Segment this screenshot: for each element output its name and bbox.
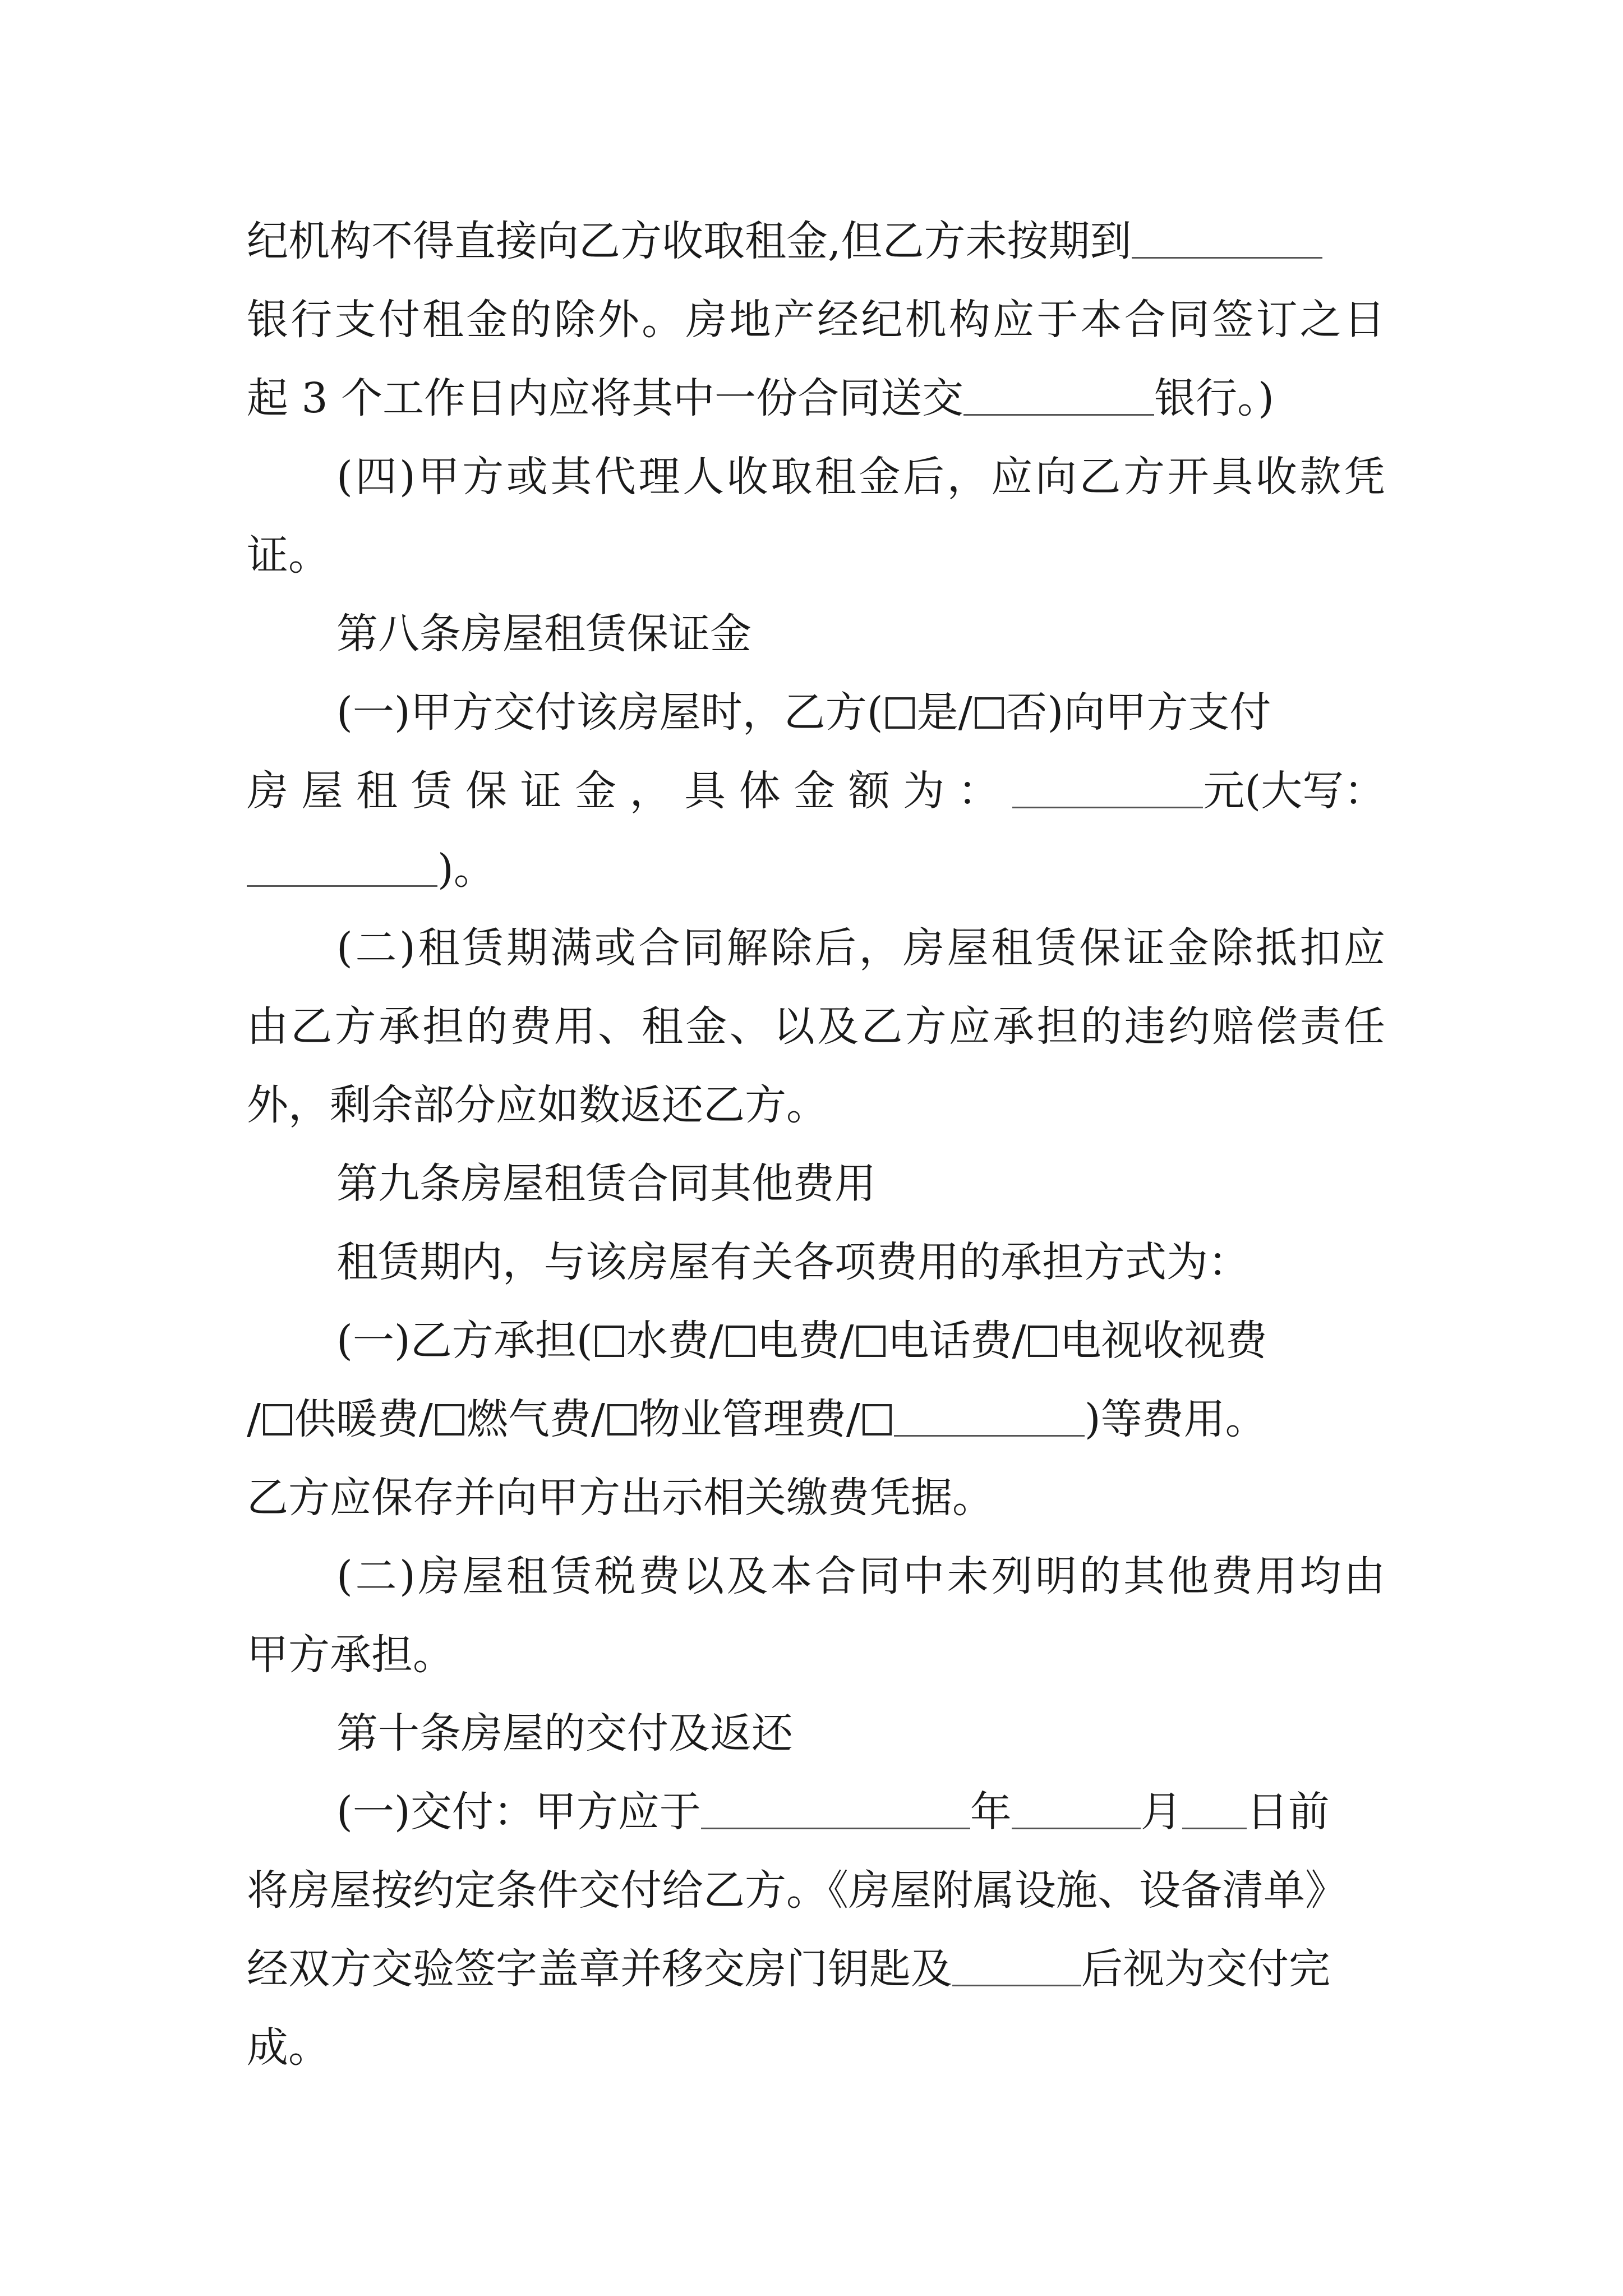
text-line: 银行支付租金的除外。房地产经纪机构应于本合同签订之日 — [247, 296, 1385, 344]
blank-field — [1182, 1788, 1247, 1829]
text-line — [247, 1935, 1385, 2003]
text-run: 月 — [1140, 1788, 1182, 1836]
text-line: (二)租赁期满或合同解除后，房屋租赁保证金除抵扣应 — [336, 924, 1385, 972]
text-run: 水费/ — [626, 1317, 723, 1365]
checkbox — [975, 697, 1004, 729]
blank-field — [894, 1396, 1085, 1437]
checkbox — [595, 1326, 624, 1357]
text-line: 外，剩余部分应如数返还乙方。 — [247, 1081, 828, 1129]
text-line: 将房屋按约定条件交付给乙方。《房屋附属设施、设备清单》 — [247, 1866, 1347, 1915]
text-line — [247, 757, 1385, 825]
blank-field — [1132, 218, 1322, 259]
text-line — [336, 1778, 1385, 1846]
text-line: (二)房屋租赁税费以及本合同中未列明的其他费用均由 — [336, 1552, 1385, 1600]
text-run: 纪机构不得直接向乙方收取租金,但乙方未按期到 — [247, 217, 1132, 265]
checkbox — [726, 1326, 755, 1357]
section-heading: 第十条房屋的交付及返还 — [336, 1709, 793, 1757]
checkbox — [435, 1404, 464, 1435]
text-run: )等费用。 — [1084, 1395, 1267, 1443]
blank-field — [1012, 767, 1203, 808]
text-run: 元(大写： — [1203, 767, 1385, 815]
blank-field — [247, 846, 437, 887]
text-line — [247, 365, 1385, 432]
text-run: 否)向甲方支付 — [1006, 688, 1271, 737]
text-line: (四)甲方或其代理人收取租金后，应向乙方开具收款凭 — [336, 453, 1385, 501]
text-run: 后视为交付完 — [1081, 1945, 1330, 1993]
text-run: )。 — [437, 845, 495, 894]
text-line — [336, 679, 1385, 746]
text-run: 经双方交验签字盖章并移交房门钥匙及 — [247, 1945, 952, 1993]
blank-field — [701, 1788, 970, 1829]
text-run: 年 — [970, 1788, 1012, 1836]
text-line — [336, 1307, 1385, 1374]
checkbox — [263, 1404, 292, 1435]
text-run: 物业管理费/ — [638, 1395, 860, 1443]
text-run: (一)交付：甲方应于 — [336, 1788, 701, 1836]
blank-field — [1012, 1788, 1141, 1829]
text-line: 由乙方承担的费用、租金、以及乙方应承担的违约赔偿责任 — [247, 1002, 1385, 1051]
checkbox — [607, 1404, 637, 1435]
section-heading: 第八条房屋租赁保证金 — [336, 610, 751, 658]
text-line: 成。 — [247, 2023, 330, 2072]
text-run: 电话费/ — [887, 1317, 1026, 1365]
text-run: 是/ — [916, 688, 972, 737]
text-run: 房 屋 租 赁 保 证 金 ， 具 体 金 额 为 ： — [247, 767, 999, 815]
checkbox — [863, 1404, 892, 1435]
text-run: 燃气费/ — [466, 1395, 605, 1443]
text-run: 供暖费/ — [294, 1395, 433, 1443]
text-line: 甲方承担。 — [247, 1631, 454, 1679]
text-run: 银行。) — [1154, 374, 1274, 422]
text-run: (一)乙方承担( — [336, 1317, 593, 1365]
text-line: 乙方应保存并向甲方出示相关缴费凭据。 — [247, 1474, 994, 1522]
checkbox — [1028, 1326, 1057, 1357]
checkbox — [856, 1326, 886, 1357]
text-run: 起 3 个工作日内应将其中一份合同送交 — [247, 374, 964, 422]
text-run: 电费/ — [757, 1317, 854, 1365]
text-line — [247, 208, 1385, 275]
checkbox — [886, 697, 915, 729]
blank-field — [952, 1945, 1081, 1986]
text-line: 租赁期内，与该房屋有关各项费用的承担方式为： — [336, 1238, 1249, 1286]
text-line: 证。 — [247, 531, 330, 579]
blank-field — [963, 375, 1154, 416]
text-line — [247, 836, 1385, 903]
text-run: 电视收视费 — [1059, 1317, 1267, 1365]
text-run: (一)甲方交付该房屋时，乙方( — [336, 688, 883, 737]
text-run: / — [247, 1395, 261, 1443]
section-heading: 第九条房屋租赁合同其他费用 — [336, 1159, 876, 1208]
text-run: 日前 — [1246, 1788, 1330, 1836]
text-line — [247, 1386, 1385, 1453]
